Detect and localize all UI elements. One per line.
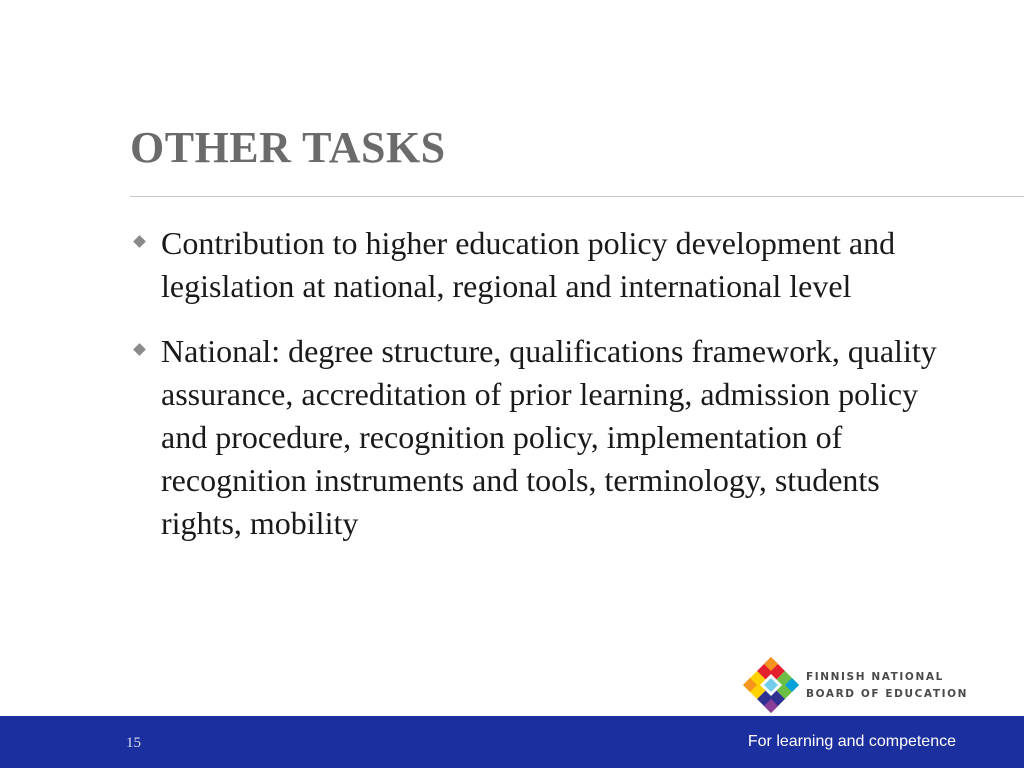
logo-text	[806, 669, 968, 703]
footer-bar	[0, 716, 1024, 768]
bullet-text: Contribution to higher education policy development and legislation at national, regional and international level	[161, 225, 896, 304]
diamond-bullet-icon	[133, 235, 146, 248]
diamond-logo-icon	[742, 656, 800, 714]
logo-text-line2: BOARD OF EDUCATION	[806, 688, 968, 700]
bullet-item	[130, 222, 950, 308]
page-number: 15	[126, 735, 141, 751]
bullet-item	[130, 330, 950, 545]
bullet-list	[130, 222, 950, 567]
slide-title: OTHER TASKS	[130, 123, 446, 172]
footer-tagline: For learning and competence	[747, 733, 956, 750]
title-divider	[130, 196, 1024, 197]
diamond-bullet-icon	[133, 343, 146, 356]
finnish-national-board-logo	[742, 656, 972, 716]
bullet-text: National: degree structure, qualifications framework, quality assurance, accreditation of prior learning, admission policy and procedure, recognition policy, implementation of recognition instruments and tools, terminology, students rights, mobility	[161, 333, 937, 541]
logo-text-line1: FINNISH NATIONAL	[806, 671, 944, 683]
